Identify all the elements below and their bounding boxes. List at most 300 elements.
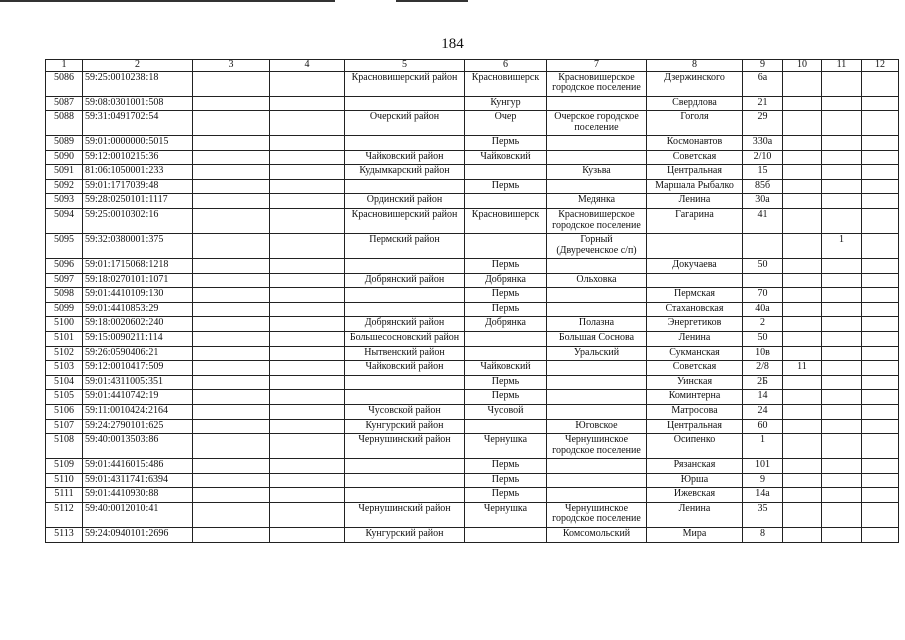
- col-11-cell: [822, 179, 862, 194]
- city-cell: Пермь: [465, 473, 547, 488]
- col-12-cell: [862, 375, 899, 390]
- col-10-cell: [783, 71, 822, 96]
- street-cell: Матросова: [647, 405, 743, 420]
- col-10-cell: [783, 434, 822, 459]
- column-number-8: 8: [647, 60, 743, 72]
- city-cell: [465, 165, 547, 180]
- street-cell: Стахановская: [647, 302, 743, 317]
- col-11-cell: [822, 346, 862, 361]
- row-number: 5089: [46, 136, 83, 151]
- column-number-2: 2: [83, 60, 193, 72]
- table-row: [46, 419, 899, 434]
- street-cell: Коминтерна: [647, 390, 743, 405]
- col-11-cell: [822, 419, 862, 434]
- col-3-cell: [193, 390, 270, 405]
- house-cell: 24: [743, 405, 783, 420]
- district-cell: Кунгурский район: [345, 419, 465, 434]
- col-12-cell: [862, 273, 899, 288]
- col-3-cell: [193, 361, 270, 376]
- house-cell: 14: [743, 390, 783, 405]
- col-10-cell: [783, 317, 822, 332]
- col-12-cell: [862, 302, 899, 317]
- city-cell: Чернушка: [465, 502, 547, 527]
- col-10-cell: [783, 346, 822, 361]
- col-10-cell: [783, 405, 822, 420]
- col-12-cell: [862, 96, 899, 111]
- house-cell: 330а: [743, 136, 783, 151]
- table-row: [46, 273, 899, 288]
- col-12-cell: [862, 459, 899, 474]
- row-number: 5113: [46, 527, 83, 542]
- col-3-cell: [193, 346, 270, 361]
- col-12-cell: [862, 136, 899, 151]
- district-cell: Кунгурский район: [345, 527, 465, 542]
- district-cell: Чернушинский район: [345, 434, 465, 459]
- table-row: [46, 234, 899, 259]
- settlement-cell: Чернушинское городское поселение: [547, 502, 647, 527]
- col-3-cell: [193, 234, 270, 259]
- col-3-cell: [193, 317, 270, 332]
- column-number-row: [46, 60, 899, 72]
- row-number: 5086: [46, 71, 83, 96]
- col-10-cell: [783, 165, 822, 180]
- row-number: 5092: [46, 179, 83, 194]
- house-cell: 10в: [743, 346, 783, 361]
- row-number: 5103: [46, 361, 83, 376]
- cadastral-number: 59:32:0380001:375: [83, 234, 193, 259]
- col-4-cell: [270, 273, 345, 288]
- district-cell: [345, 375, 465, 390]
- house-cell: 41: [743, 209, 783, 234]
- col-11-cell: [822, 502, 862, 527]
- district-cell: Большесосновский район: [345, 332, 465, 347]
- table-row: [46, 459, 899, 474]
- settlement-cell: Горный (Двуреченское с/п): [547, 234, 647, 259]
- column-number-5: 5: [345, 60, 465, 72]
- col-10-cell: [783, 527, 822, 542]
- district-cell: [345, 136, 465, 151]
- city-cell: Пермь: [465, 375, 547, 390]
- street-cell: Советская: [647, 361, 743, 376]
- settlement-cell: Юговское: [547, 419, 647, 434]
- house-cell: 35: [743, 502, 783, 527]
- table-row: [46, 288, 899, 303]
- table-row: [46, 346, 899, 361]
- col-11-cell: [822, 527, 862, 542]
- house-cell: 30а: [743, 194, 783, 209]
- house-cell: 6а: [743, 71, 783, 96]
- city-cell: Чайковский: [465, 361, 547, 376]
- col-10-cell: 11: [783, 361, 822, 376]
- street-cell: Дзержинского: [647, 71, 743, 96]
- cadastral-number: 59:26:0590406:21: [83, 346, 193, 361]
- district-cell: [345, 96, 465, 111]
- row-number: 5102: [46, 346, 83, 361]
- street-cell: Пермская: [647, 288, 743, 303]
- col-10-cell: [783, 273, 822, 288]
- settlement-cell: [547, 150, 647, 165]
- street-cell: Ленина: [647, 332, 743, 347]
- col-11-cell: [822, 361, 862, 376]
- col-3-cell: [193, 111, 270, 136]
- city-cell: Пермь: [465, 136, 547, 151]
- house-cell: 85б: [743, 179, 783, 194]
- col-4-cell: [270, 150, 345, 165]
- col-10-cell: [783, 288, 822, 303]
- col-12-cell: [862, 288, 899, 303]
- house-cell: 2/10: [743, 150, 783, 165]
- district-cell: [345, 259, 465, 274]
- cadastral-number: 59:15:0090211:114: [83, 332, 193, 347]
- street-cell: [647, 234, 743, 259]
- col-12-cell: [862, 419, 899, 434]
- cadastral-number: 59:01:4410930:88: [83, 488, 193, 503]
- row-number: 5094: [46, 209, 83, 234]
- col-4-cell: [270, 390, 345, 405]
- col-3-cell: [193, 419, 270, 434]
- city-cell: Пермь: [465, 459, 547, 474]
- table-row: [46, 209, 899, 234]
- col-12-cell: [862, 332, 899, 347]
- table-row: [46, 194, 899, 209]
- col-4-cell: [270, 136, 345, 151]
- row-number: 5105: [46, 390, 83, 405]
- column-number-9: 9: [743, 60, 783, 72]
- city-cell: Красновишерск: [465, 209, 547, 234]
- col-12-cell: [862, 317, 899, 332]
- col-11-cell: [822, 473, 862, 488]
- cadastral-number: 59:01:4311741:6394: [83, 473, 193, 488]
- col-10-cell: [783, 473, 822, 488]
- cadastral-number: 59:24:2790101:625: [83, 419, 193, 434]
- col-11-cell: [822, 390, 862, 405]
- row-number: 5091: [46, 165, 83, 180]
- page-number: 184: [441, 36, 464, 52]
- col-4-cell: [270, 375, 345, 390]
- cadastral-number: 59:01:1715068:1218: [83, 259, 193, 274]
- city-cell: Пермь: [465, 288, 547, 303]
- col-12-cell: [862, 434, 899, 459]
- col-3-cell: [193, 194, 270, 209]
- district-cell: Чайковский район: [345, 150, 465, 165]
- house-cell: 70: [743, 288, 783, 303]
- col-12-cell: [862, 527, 899, 542]
- col-4-cell: [270, 165, 345, 180]
- cadastral-number: 59:01:4410109:130: [83, 288, 193, 303]
- street-cell: [647, 273, 743, 288]
- street-cell: Гагарина: [647, 209, 743, 234]
- settlement-cell: Комсомольский: [547, 527, 647, 542]
- table-row: [46, 405, 899, 420]
- district-cell: Очерский район: [345, 111, 465, 136]
- col-11-cell: [822, 259, 862, 274]
- house-cell: 50: [743, 332, 783, 347]
- col-11-cell: [822, 194, 862, 209]
- col-4-cell: [270, 488, 345, 503]
- col-11-cell: [822, 434, 862, 459]
- col-3-cell: [193, 288, 270, 303]
- col-12-cell: [862, 502, 899, 527]
- table-row: [46, 488, 899, 503]
- city-cell: Чайковский: [465, 150, 547, 165]
- cadastral-number: 59:25:0010238:18: [83, 71, 193, 96]
- district-cell: Красновишерский район: [345, 209, 465, 234]
- col-11-cell: [822, 488, 862, 503]
- settlement-cell: Большая Соснова: [547, 332, 647, 347]
- col-11-cell: [822, 332, 862, 347]
- street-cell: Ленина: [647, 194, 743, 209]
- row-number: 5108: [46, 434, 83, 459]
- column-number-4: 4: [270, 60, 345, 72]
- district-cell: [345, 459, 465, 474]
- house-cell: 29: [743, 111, 783, 136]
- col-12-cell: [862, 194, 899, 209]
- col-10-cell: [783, 194, 822, 209]
- col-12-cell: [862, 346, 899, 361]
- column-number-6: 6: [465, 60, 547, 72]
- cadastral-number: 59:18:0020602:240: [83, 317, 193, 332]
- col-11-cell: [822, 317, 862, 332]
- table-body: [46, 71, 899, 542]
- top-rule-left: [0, 0, 335, 2]
- settlement-cell: [547, 136, 647, 151]
- table-row: [46, 317, 899, 332]
- col-10-cell: [783, 96, 822, 111]
- col-11-cell: [822, 375, 862, 390]
- col-3-cell: [193, 165, 270, 180]
- col-12-cell: [862, 259, 899, 274]
- settlement-cell: [547, 375, 647, 390]
- row-number: 5095: [46, 234, 83, 259]
- table-row: [46, 332, 899, 347]
- col-12-cell: [862, 488, 899, 503]
- cadastral-number: 59:40:0012010:41: [83, 502, 193, 527]
- col-11-cell: [822, 273, 862, 288]
- col-12-cell: [862, 165, 899, 180]
- column-number-11: 11: [822, 60, 862, 72]
- street-cell: Осипенко: [647, 434, 743, 459]
- street-cell: Маршала Рыбалко: [647, 179, 743, 194]
- col-4-cell: [270, 194, 345, 209]
- house-cell: 60: [743, 419, 783, 434]
- col-12-cell: [862, 179, 899, 194]
- house-cell: 2: [743, 317, 783, 332]
- cadastral-number: 59:01:4311005:351: [83, 375, 193, 390]
- row-number: 5097: [46, 273, 83, 288]
- city-cell: Добрянка: [465, 317, 547, 332]
- street-cell: Ижевская: [647, 488, 743, 503]
- col-10-cell: [783, 390, 822, 405]
- cadastral-number: 59:24:0940101:2696: [83, 527, 193, 542]
- col-3-cell: [193, 259, 270, 274]
- cadastral-number: 59:01:1717039:48: [83, 179, 193, 194]
- col-3-cell: [193, 136, 270, 151]
- row-number: 5088: [46, 111, 83, 136]
- col-4-cell: [270, 302, 345, 317]
- cadastral-number: 59:12:0010417:509: [83, 361, 193, 376]
- col-11-cell: [822, 96, 862, 111]
- house-cell: 8: [743, 527, 783, 542]
- cadastral-number: 59:01:0000000:5015: [83, 136, 193, 151]
- table-row: [46, 96, 899, 111]
- col-10-cell: [783, 136, 822, 151]
- street-cell: Ленина: [647, 502, 743, 527]
- row-number: 5099: [46, 302, 83, 317]
- street-cell: Рязанская: [647, 459, 743, 474]
- col-3-cell: [193, 488, 270, 503]
- col-4-cell: [270, 71, 345, 96]
- row-number: 5104: [46, 375, 83, 390]
- district-cell: Нытвенский район: [345, 346, 465, 361]
- district-cell: Пермский район: [345, 234, 465, 259]
- col-3-cell: [193, 375, 270, 390]
- district-cell: [345, 473, 465, 488]
- col-10-cell: [783, 150, 822, 165]
- row-number: 5093: [46, 194, 83, 209]
- col-10-cell: [783, 459, 822, 474]
- row-number: 5106: [46, 405, 83, 420]
- house-cell: 2/8: [743, 361, 783, 376]
- street-cell: Уинская: [647, 375, 743, 390]
- register-table: [45, 59, 899, 543]
- col-10-cell: [783, 302, 822, 317]
- col-4-cell: [270, 527, 345, 542]
- row-number: 5109: [46, 459, 83, 474]
- city-cell: Пермь: [465, 302, 547, 317]
- street-cell: Докучаева: [647, 259, 743, 274]
- col-10-cell: [783, 209, 822, 234]
- table-row: [46, 302, 899, 317]
- table-row: [46, 361, 899, 376]
- city-cell: Пермь: [465, 259, 547, 274]
- house-cell: 21: [743, 96, 783, 111]
- street-cell: Энергетиков: [647, 317, 743, 332]
- cadastral-number: 59:25:0010302:16: [83, 209, 193, 234]
- table-row: [46, 473, 899, 488]
- table-row: [46, 71, 899, 96]
- col-11-cell: [822, 150, 862, 165]
- district-cell: Красновишерский район: [345, 71, 465, 96]
- district-cell: Кудымкарский район: [345, 165, 465, 180]
- street-cell: Юрша: [647, 473, 743, 488]
- street-cell: Гоголя: [647, 111, 743, 136]
- settlement-cell: [547, 488, 647, 503]
- col-4-cell: [270, 332, 345, 347]
- city-cell: Красновишерск: [465, 71, 547, 96]
- cadastral-number: 59:40:0013503:86: [83, 434, 193, 459]
- column-number-3: 3: [193, 60, 270, 72]
- col-3-cell: [193, 302, 270, 317]
- settlement-cell: [547, 179, 647, 194]
- col-11-cell: [822, 459, 862, 474]
- column-number-12: 12: [862, 60, 899, 72]
- col-10-cell: [783, 502, 822, 527]
- district-cell: [345, 288, 465, 303]
- col-3-cell: [193, 273, 270, 288]
- col-10-cell: [783, 179, 822, 194]
- city-cell: Пермь: [465, 488, 547, 503]
- col-12-cell: [862, 150, 899, 165]
- col-3-cell: [193, 405, 270, 420]
- cadastral-number: 59:18:0270101:1071: [83, 273, 193, 288]
- city-cell: [465, 194, 547, 209]
- col-12-cell: [862, 405, 899, 420]
- col-10-cell: [783, 375, 822, 390]
- settlement-cell: Красновишерское городское поселение: [547, 71, 647, 96]
- settlement-cell: [547, 390, 647, 405]
- cadastral-number: 81:06:1050001:233: [83, 165, 193, 180]
- col-4-cell: [270, 419, 345, 434]
- col-3-cell: [193, 96, 270, 111]
- house-cell: 1: [743, 434, 783, 459]
- col-11-cell: 1: [822, 234, 862, 259]
- table-row: [46, 150, 899, 165]
- table-row: [46, 136, 899, 151]
- district-cell: Ординский район: [345, 194, 465, 209]
- col-11-cell: [822, 165, 862, 180]
- col-12-cell: [862, 209, 899, 234]
- col-10-cell: [783, 419, 822, 434]
- col-11-cell: [822, 288, 862, 303]
- district-cell: Добрянский район: [345, 273, 465, 288]
- col-4-cell: [270, 434, 345, 459]
- street-cell: Свердлова: [647, 96, 743, 111]
- col-4-cell: [270, 111, 345, 136]
- settlement-cell: [547, 259, 647, 274]
- settlement-cell: Полазна: [547, 317, 647, 332]
- house-cell: 2Б: [743, 375, 783, 390]
- cadastral-number: 59:08:0301001:508: [83, 96, 193, 111]
- settlement-cell: [547, 459, 647, 474]
- col-3-cell: [193, 527, 270, 542]
- district-cell: [345, 179, 465, 194]
- col-3-cell: [193, 71, 270, 96]
- city-cell: Добрянка: [465, 273, 547, 288]
- row-number: 5112: [46, 502, 83, 527]
- col-11-cell: [822, 71, 862, 96]
- settlement-cell: Очерское городское поселение: [547, 111, 647, 136]
- cadastral-number: 59:11:0010424:2164: [83, 405, 193, 420]
- column-number-7: 7: [547, 60, 647, 72]
- table-row: [46, 375, 899, 390]
- col-11-cell: [822, 405, 862, 420]
- column-number-10: 10: [783, 60, 822, 72]
- house-cell: 15: [743, 165, 783, 180]
- col-4-cell: [270, 361, 345, 376]
- cadastral-number: 59:01:4410853:29: [83, 302, 193, 317]
- col-11-cell: [822, 209, 862, 234]
- table-row: [46, 390, 899, 405]
- city-cell: Очер: [465, 111, 547, 136]
- cadastral-number: 59:31:0491702:54: [83, 111, 193, 136]
- house-cell: 40а: [743, 302, 783, 317]
- table-row: [46, 111, 899, 136]
- district-cell: Чайковский район: [345, 361, 465, 376]
- row-number: 5111: [46, 488, 83, 503]
- city-cell: [465, 346, 547, 361]
- house-cell: [743, 234, 783, 259]
- city-cell: Пермь: [465, 390, 547, 405]
- col-3-cell: [193, 434, 270, 459]
- col-12-cell: [862, 473, 899, 488]
- house-cell: 101: [743, 459, 783, 474]
- table-row: [46, 259, 899, 274]
- col-4-cell: [270, 459, 345, 474]
- row-number: 5110: [46, 473, 83, 488]
- street-cell: Мира: [647, 527, 743, 542]
- district-cell: [345, 390, 465, 405]
- city-cell: Чусовой: [465, 405, 547, 420]
